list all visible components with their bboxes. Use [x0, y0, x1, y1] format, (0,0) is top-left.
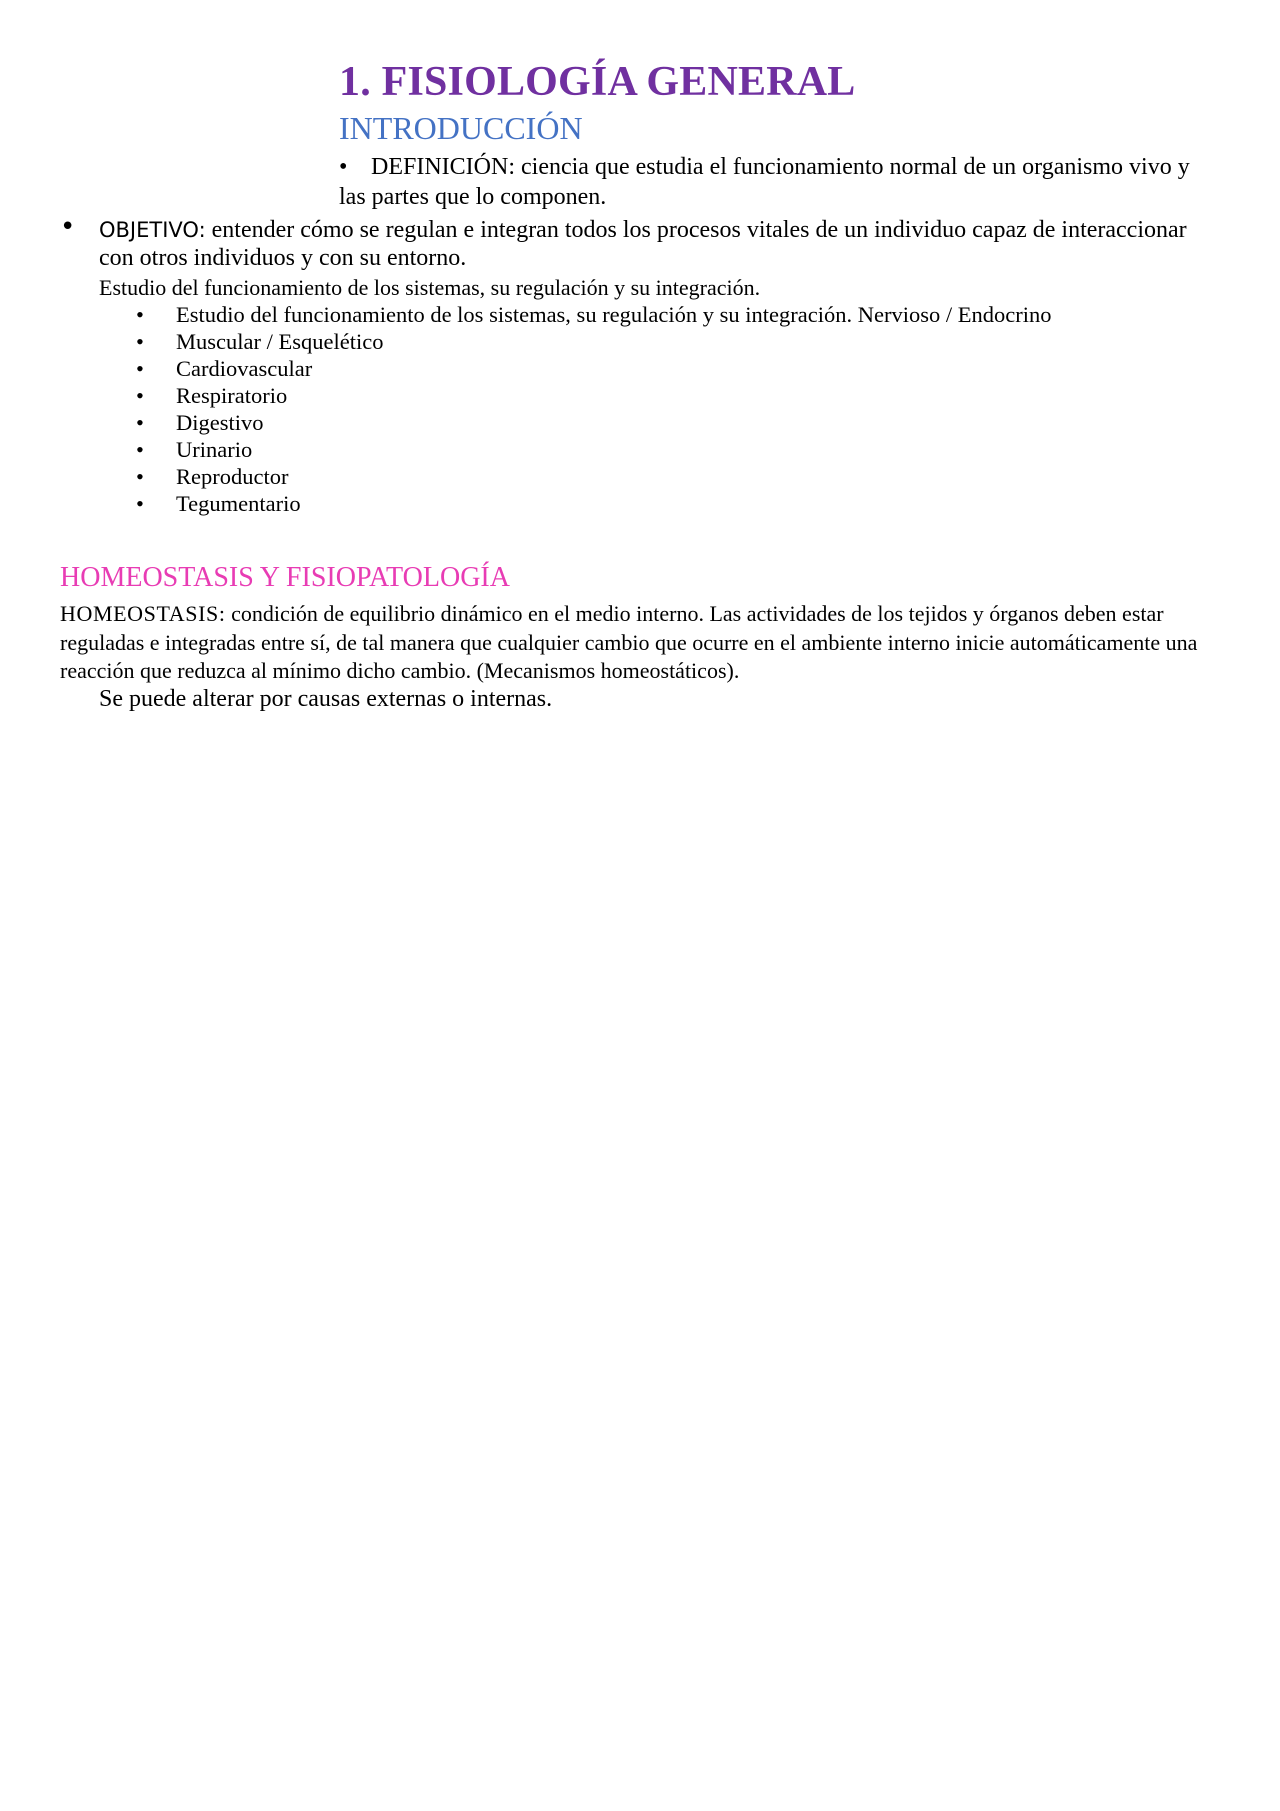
- systems-list: [136, 301, 1051, 517]
- objective-text: entender cómo se regulan e integran todos los procesos vitales de un individuo capaz de interaccionar con otros individuos y con su entorno.: [99, 217, 1187, 271]
- section-heading-introduccion: INTRODUCCIÓN: [339, 110, 583, 146]
- alteration-line: Se puede alterar por causas externas o internas.: [99, 686, 553, 712]
- list-item: • Digestivo: [136, 409, 1051, 436]
- list-item: • Cardiovascular: [136, 355, 1051, 382]
- study-line: Estudio del funcionamiento de los sistemas, su regulación y su integración.: [99, 275, 761, 300]
- page-title: 1. FISIOLOGÍA GENERAL: [339, 59, 856, 105]
- definition-paragraph: [339, 152, 1219, 212]
- homeostasis-label: HOMEOSTASIS:: [60, 601, 226, 626]
- list-item: • Reproductor: [136, 463, 1051, 490]
- objective-paragraph: [99, 216, 1199, 272]
- list-item: • Estudio del funcionamiento de los sistemas, su regulación y su integración. Nervioso / Endocrino: [136, 301, 1051, 328]
- section-heading-homeostasis: HOMEOSTASIS Y FISIOPATOLOGÍA: [60, 562, 510, 593]
- bullet-icon: •: [339, 154, 348, 180]
- bullet-icon: •: [60, 212, 76, 242]
- list-item: • Tegumentario: [136, 490, 1051, 517]
- homeostasis-paragraph: [60, 600, 1220, 686]
- list-item: • Muscular / Esquelético: [136, 328, 1051, 355]
- definition-text: ciencia que estudia el funcionamiento normal de un organismo vivo y las partes que lo componen.: [339, 154, 1190, 210]
- homeostasis-text: condición de equilibrio dinámico en el medio interno. Las actividades de los tejidos y órganos deben estar reguladas e integradas entre sí, de tal manera que cualquier cambio que ocurre en el ambiente interno inicie automáticamente una reacción que reduzca al mínimo dicho cambio. (Mecanismos homeostáticos).: [60, 601, 1198, 683]
- list-item: • Urinario: [136, 436, 1051, 463]
- objective-label: OBJETIVO:: [99, 218, 206, 242]
- list-item: • Respiratorio: [136, 382, 1051, 409]
- definition-label: DEFINICIÓN:: [371, 154, 515, 180]
